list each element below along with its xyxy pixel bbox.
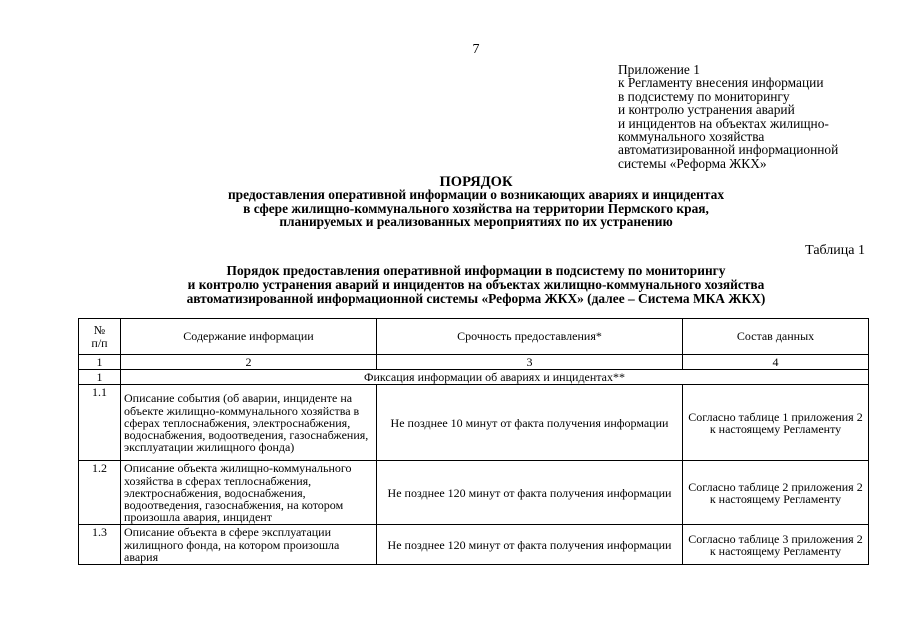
header-cell-content: Содержание информации (121, 319, 377, 355)
appendix-line: автоматизированной информационной (618, 142, 839, 158)
info-table (78, 318, 869, 565)
table-label: Таблица 1 (805, 243, 865, 258)
row-data: Согласно таблице 3 приложения 2 к настоящему Регламенту (683, 525, 869, 565)
appendix-line: и контролю устранения аварий (618, 102, 795, 118)
subtitle-line: предоставления оперативной информации о возникающих авариях и инцидентах (227, 187, 725, 202)
subtitle-line: планируемых и реализованных мероприятиях по их устранению (279, 214, 673, 230)
row-number: 1.3 (79, 525, 121, 565)
column-number: 3 (377, 355, 683, 370)
subtitle-line: в сфере жилищно-коммунального хозяйства на территории Пермского края, (243, 200, 709, 216)
page-number: 7 (472, 42, 480, 57)
document-title: ПОРЯДОК (439, 174, 513, 190)
table-row (79, 385, 869, 461)
table-row (79, 525, 869, 565)
row-urgency: Не позднее 120 минут от факта получения информации (377, 461, 683, 525)
section-number: 1 (79, 370, 121, 385)
header-cell-urgency: Срочность предоставления* (377, 319, 683, 355)
appendix-line: системы «Реформа ЖКХ» (618, 155, 767, 171)
appendix-line: в подсистему по мониторингу (618, 88, 790, 104)
column-number: 4 (683, 355, 869, 370)
row-content: Описание объекта жилищно-коммунального хозяйства в сферах теплоснабжения, электроснабжения, водоснабжения, водоотведения, газоснабжения, на котором произошла авария, инцидент (121, 461, 377, 525)
table-header-row (79, 319, 869, 355)
row-number: 1.1 (79, 385, 121, 461)
appendix-line: коммунального хозяйства (618, 129, 765, 145)
column-number: 1 (79, 355, 121, 370)
appendix-line: Приложение 1 (618, 62, 700, 77)
table-title (0, 264, 905, 307)
appendix-line: к Регламенту внесения информации (618, 75, 824, 91)
appendix-line: и инцидентов на объектах жилищно- (618, 115, 829, 131)
appendix-block (618, 63, 888, 170)
row-content: Описание события (об аварии, инциденте на объекте жилищно-коммунального хозяйства в сферах теплоснабжения, электроснабжения, водоснабжения, водоотведения, газоснабжения, эксплуатации жилищного фонда) (121, 385, 377, 461)
section-row (79, 370, 869, 385)
header-cell-num: № п/п (79, 319, 121, 355)
row-number: 1.2 (79, 461, 121, 525)
table-row (79, 461, 869, 525)
column-number: 2 (121, 355, 377, 370)
header-cell-data: Состав данных (683, 319, 869, 355)
row-data: Согласно таблице 1 приложения 2 к настоящему Регламенту (683, 385, 869, 461)
table-title-line: автоматизированной информационной системы «Реформа ЖКХ» (далее – Система МКА ЖКХ) (186, 291, 766, 307)
row-content: Описание объекта в сфере эксплуатации жилищного фонда, на котором произошла авария (121, 525, 377, 565)
table-title-line: Порядок предоставления оперативной информации в подсистему по мониторингу (226, 263, 726, 278)
row-data: Согласно таблице 2 приложения 2 к настоящему Регламенту (683, 461, 869, 525)
document-subtitle (0, 188, 905, 229)
table-title-line: и контролю устранения аварий и инцидентов на объектах жилищно-коммунального хозяйства (187, 277, 765, 293)
row-urgency: Не позднее 10 минут от факта получения информации (377, 385, 683, 461)
section-title: Фиксация информации об авариях и инцидентах** (121, 370, 869, 385)
column-number-row (79, 355, 869, 370)
row-urgency: Не позднее 120 минут от факта получения информации (377, 525, 683, 565)
